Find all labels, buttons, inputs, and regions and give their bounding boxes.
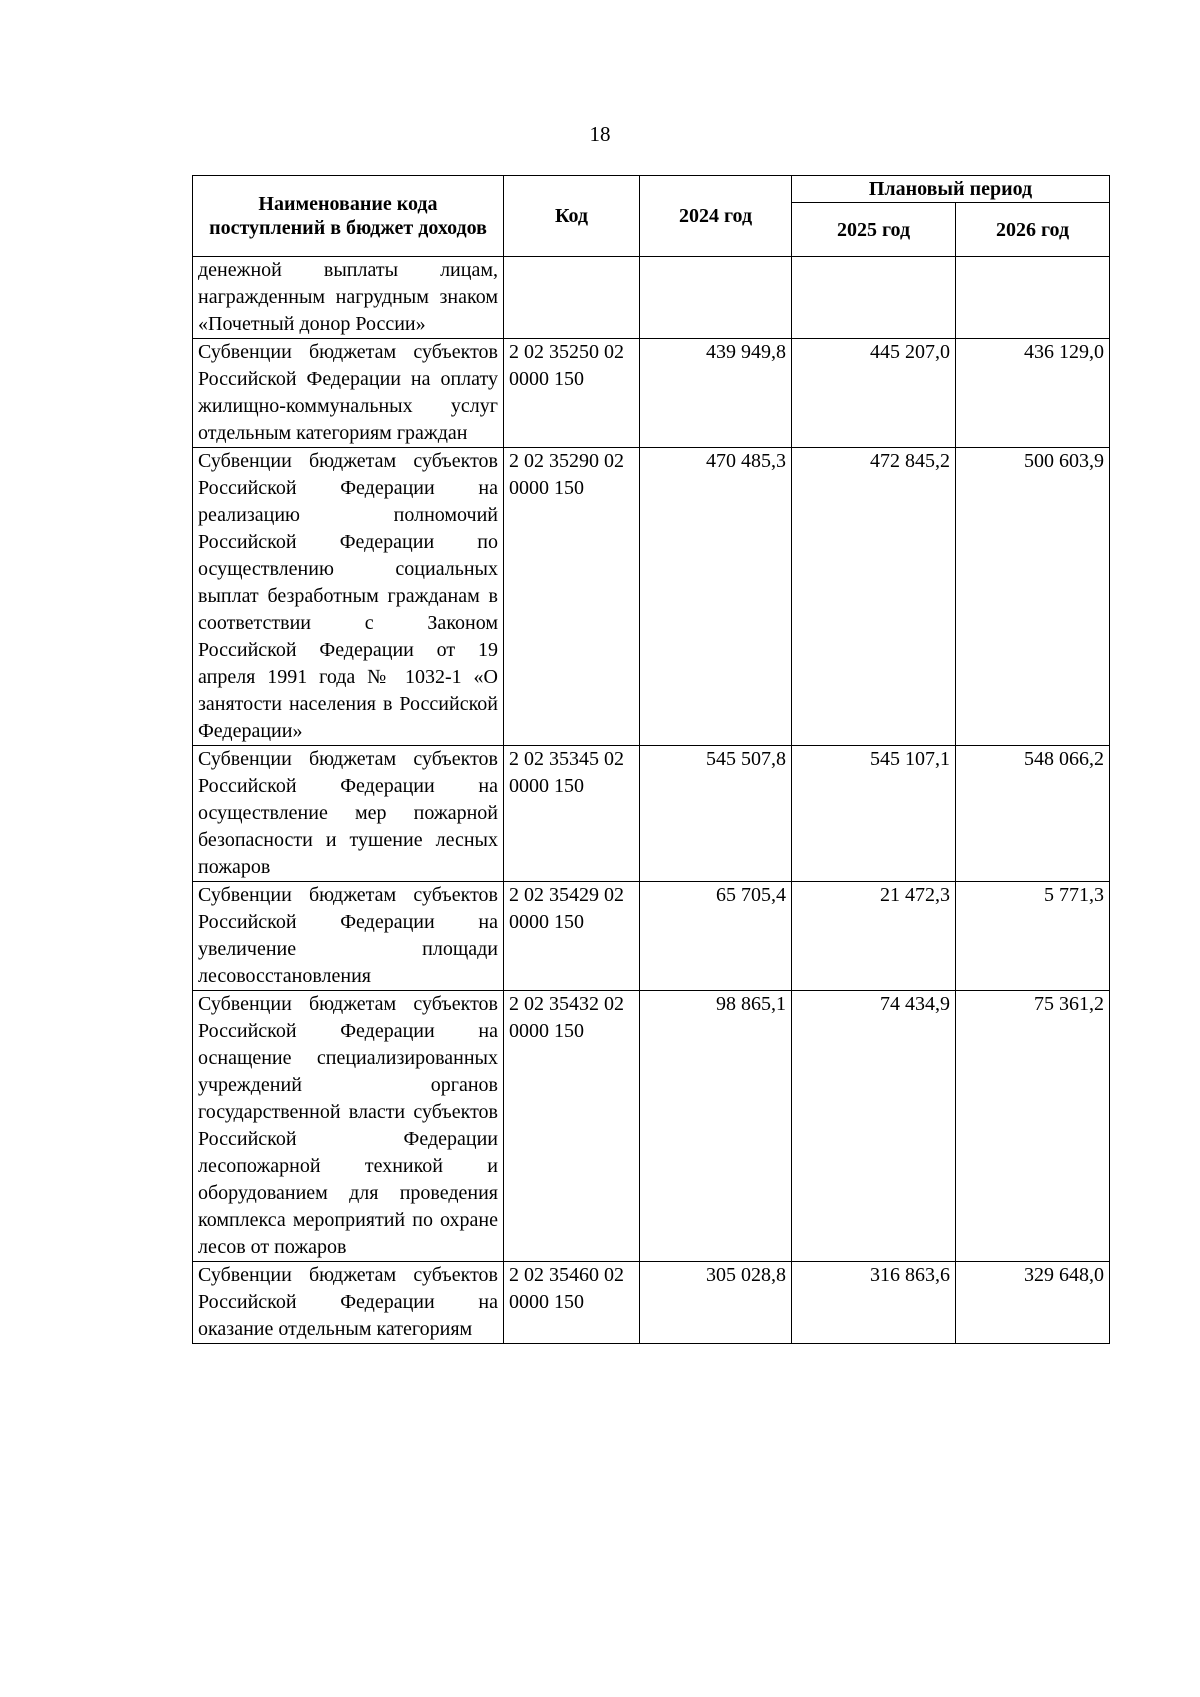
row-code <box>504 257 640 339</box>
row-code: 2 02 35290 02 0000 150 <box>504 448 640 746</box>
table-body <box>193 257 1110 1344</box>
table-row <box>193 257 1110 339</box>
row-2026: 548 066,2 <box>956 746 1110 882</box>
row-2026: 75 361,2 <box>956 991 1110 1262</box>
row-code: 2 02 35429 02 0000 150 <box>504 882 640 991</box>
header-2026: 2026 год <box>956 203 1110 257</box>
header-planned-period: Плановый период <box>792 176 1110 203</box>
header-name: Наименование кода поступлений в бюджет доходов <box>193 176 504 257</box>
row-2026: 329 648,0 <box>956 1262 1110 1344</box>
row-name: Субвенции бюджетам субъектов Российской Федерации на оснащение специализированных учреждений органов государственной власти субъектов Российской Федерации лесопожарной техникой и оборудованием для проведения комплекса мероприятий по охране лесов от пожаров <box>193 991 504 1262</box>
row-2026: 500 603,9 <box>956 448 1110 746</box>
row-2025: 316 863,6 <box>792 1262 956 1344</box>
row-2024: 65 705,4 <box>640 882 792 991</box>
row-name: денежной выплаты лицам, награжденным нагрудным знаком «Почетный донор России» <box>193 257 504 339</box>
row-2024: 305 028,8 <box>640 1262 792 1344</box>
row-2026: 436 129,0 <box>956 339 1110 448</box>
row-2025: 445 207,0 <box>792 339 956 448</box>
row-name: Субвенции бюджетам субъектов Российской Федерации на реализацию полномочий Российской Федерации по осуществлению социальных выплат безработным гражданам в соответствии с Законом Российской Федерации от 19 апреля 1991 года № 1032-1 «О занятости населения в Российской Федерации» <box>193 448 504 746</box>
page-number: 18 <box>589 122 611 146</box>
row-2025: 545 107,1 <box>792 746 956 882</box>
table-row <box>193 746 1110 882</box>
row-2024 <box>640 257 792 339</box>
row-name: Субвенции бюджетам субъектов Российской Федерации на оказание отдельным категориям <box>193 1262 504 1344</box>
row-code: 2 02 35460 02 0000 150 <box>504 1262 640 1344</box>
row-2026: 5 771,3 <box>956 882 1110 991</box>
row-name: Субвенции бюджетам субъектов Российской Федерации на осуществление мер пожарной безопасности и тушение лесных пожаров <box>193 746 504 882</box>
row-2026 <box>956 257 1110 339</box>
revenue-table <box>192 175 1110 1344</box>
table-row <box>193 339 1110 448</box>
row-name: Субвенции бюджетам субъектов Российской Федерации на оплату жилищно-коммунальных услуг отдельным категориям граждан <box>193 339 504 448</box>
row-2025: 21 472,3 <box>792 882 956 991</box>
table-row <box>193 1262 1110 1344</box>
row-name: Субвенции бюджетам субъектов Российской Федерации на увеличение площади лесовосстановления <box>193 882 504 991</box>
row-2025: 74 434,9 <box>792 991 956 1262</box>
table-row <box>193 882 1110 991</box>
row-code: 2 02 35345 02 0000 150 <box>504 746 640 882</box>
row-2024: 98 865,1 <box>640 991 792 1262</box>
row-code: 2 02 35432 02 0000 150 <box>504 991 640 1262</box>
row-2024: 545 507,8 <box>640 746 792 882</box>
row-2024: 439 949,8 <box>640 339 792 448</box>
header-2024: 2024 год <box>640 176 792 257</box>
table-header <box>193 176 1110 257</box>
row-code: 2 02 35250 02 0000 150 <box>504 339 640 448</box>
table-row <box>193 448 1110 746</box>
table-row <box>193 991 1110 1262</box>
row-2025 <box>792 257 956 339</box>
row-2024: 470 485,3 <box>640 448 792 746</box>
row-2025: 472 845,2 <box>792 448 956 746</box>
header-code: Код <box>504 176 640 257</box>
header-2025: 2025 год <box>792 203 956 257</box>
